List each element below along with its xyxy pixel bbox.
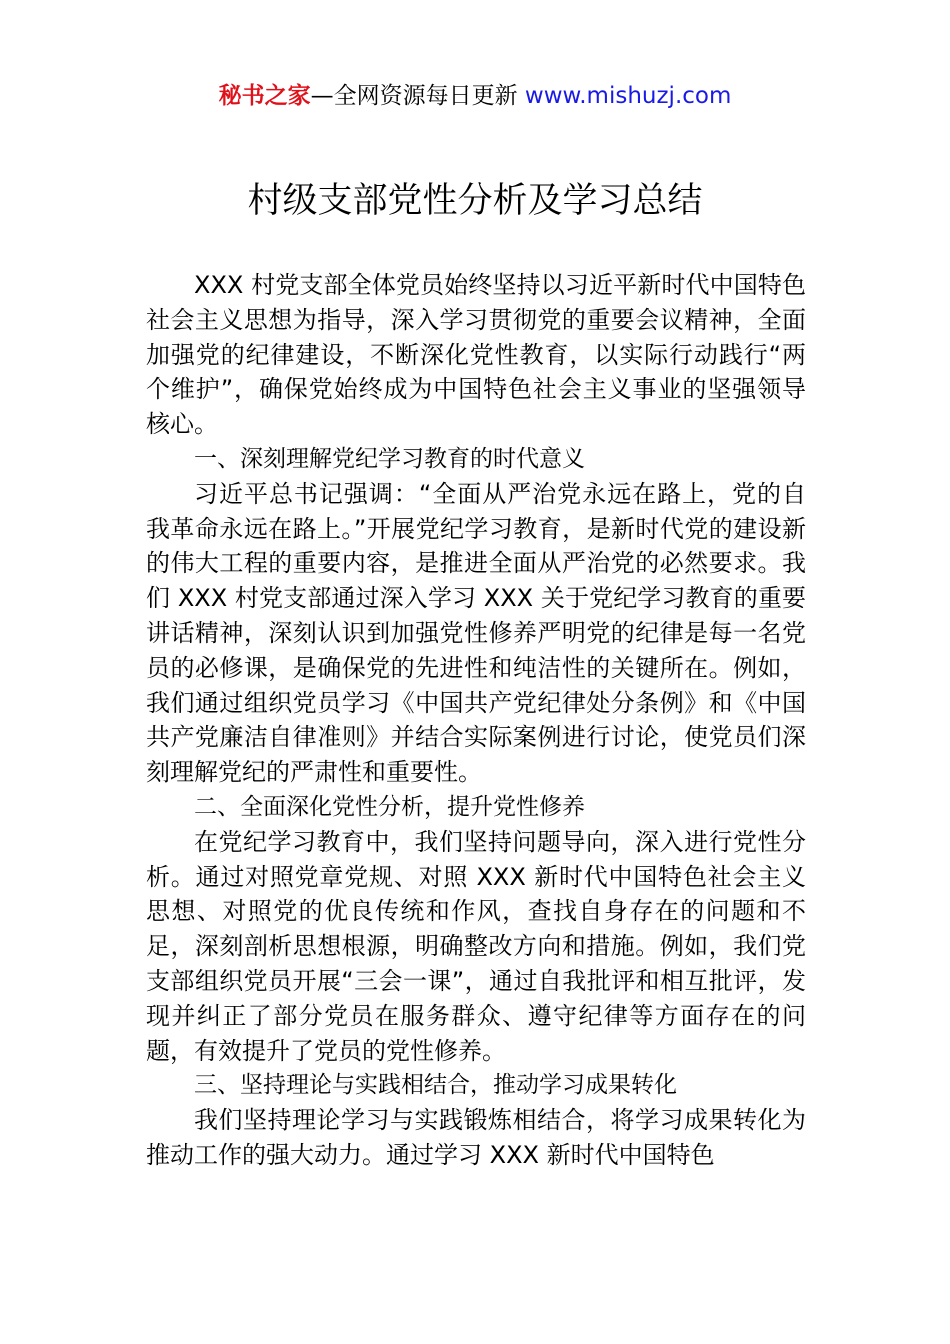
site-brand: 秘书之家 bbox=[218, 83, 311, 109]
body-paragraph: 习近平总书记强调：“全面从严治党永远在路上，党的自我革命永远在路上。”开展党纪学习教育，是新时代党的建设新的伟大工程的重要内容，是推进全面从严治党的必然要求。我们 XXX 村党支部通过深入学习 XXX 关于党纪学习教育的重要讲话精神，深刻认识到加强党性修养严明党的纪律是每一名党员的必修课，是确保党的先进性和纯洁性的关键所在。例如，我们通过组织党员学习《中国共产党纪律处分条例》和《中国共产党廉洁自律准则》并结合实际案例进行讨论，使党员们深刻理解党纪的严肃性和重要性。 bbox=[146, 479, 806, 787]
body-paragraph: 我们坚持理论学习与实践锻炼相结合，将学习成果转化为推动工作的强大动力。通过学习 XXX 新时代中国特色 bbox=[146, 1106, 806, 1169]
document-title: 村级支部党性分析及学习总结 bbox=[247, 181, 703, 221]
body-paragraph: XXX 村党支部全体党员始终坚持以习近平新时代中国特色社会主义思想为指导，深入学习贯彻党的重要会议精神，全面加强党的纪律建设，不断深化党性教育，以实际行动践行“两个维护”，确保党始终成为中国特色社会主义事业的坚强领导核心。 bbox=[146, 271, 806, 439]
body-paragraph: 在党纪学习教育中，我们坚持问题导向，深入进行党性分析。通过对照党章党规、对照 XXX 新时代中国特色社会主义思想、对照党的优良传统和作风，查找自身存在的问题和不足，深刻剖析思想根源，明确整改方向和措施。例如，我们党支部组织党员开展“三会一课”，通过自我批评和相互批评，发现并纠正了部分党员在服务群众、遵守纪律等方面存在的问题，有效提升了党员的党性修养。 bbox=[146, 827, 806, 1065]
document-body bbox=[146, 268, 806, 1173]
section-heading: 一、深刻理解党纪学习教育的时代意义 bbox=[194, 445, 585, 472]
site-header bbox=[0, 80, 950, 112]
section-heading: 二、全面深化党性分析，提升党性修养 bbox=[194, 793, 585, 820]
section-heading: 三、坚持理论与实践相结合，推动学习成果转化 bbox=[194, 1072, 677, 1099]
site-url-link[interactable]: www.mishuzj.com bbox=[524, 83, 732, 109]
site-tagline: —全网资源每日更新 bbox=[310, 83, 525, 109]
